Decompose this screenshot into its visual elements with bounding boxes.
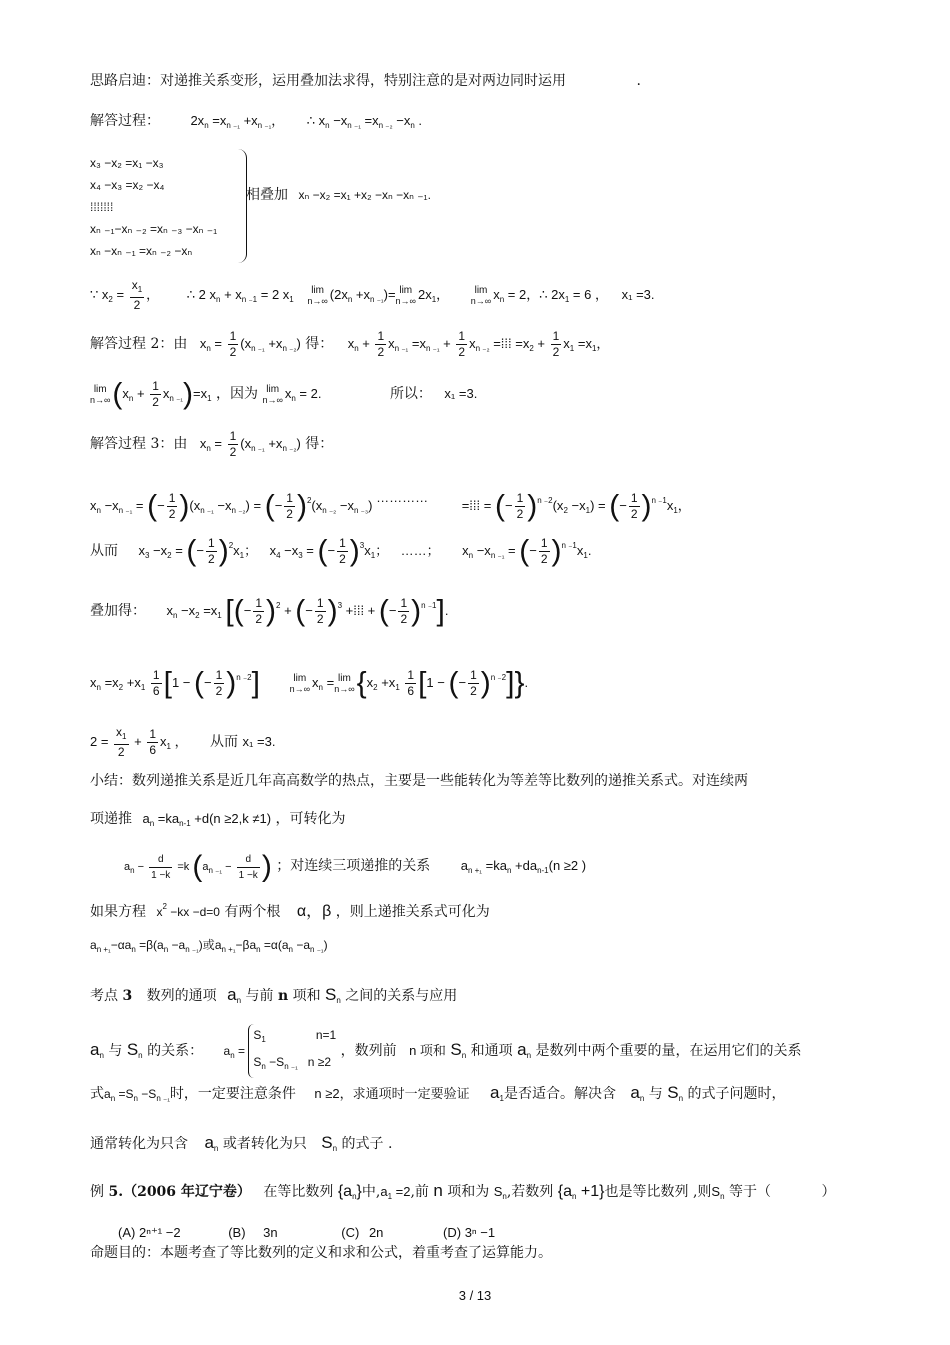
relation-line2-c: n ≥2，求通项时一定要验证 [314,1086,470,1101]
kaodian-label: 考点 [90,988,118,1004]
system-sum [246,186,431,204]
solution3-got: 得： [305,436,334,452]
example-source: （2006 年辽宁卷） [123,1184,251,1200]
solution1-eq2: ∴ $x_n -x_{n _{-1}} =x_{n _{-2}} -x_n$ . [306,113,423,130]
solution3-eq2: 从而 $x_3 -x_2$ = (− $\frac{1}{2}$ )$^2x_1$； $x_4 -x_3$ = (− $\frac{1}{2}$ )$^3x_1$； ……； $x_n -x_{n _{-1}}$ = (− $\frac{1}{2}$ )$^{n _-1}x_1$. [90,534,592,568]
solution3-label: 解答过程 3：由 [90,436,188,452]
relation-line3-c: 的式子 [341,1136,384,1152]
relation-text3: ，数列前 [340,1043,397,1059]
example-text7: 也是等比数列 [604,1184,689,1200]
system-row: ⁞⁞⁞⁞⁞⁞⁞ [90,200,114,214]
solution2-line2: lim n→∞ ($x_n$ + $\frac{1}{2}$ $x_{n _{-1}})=x_1$ ，因为 lim n→∞ $x_n = 2$. 所以： x₁ =3. [90,377,478,411]
summary-line4-label: 如果方程 [90,904,146,920]
system-row: x₄ −x₃ =x₂ −x₄ [90,178,165,192]
intro-line [90,72,641,90]
summary-or: 或 [202,938,215,952]
example-text8: ,则 [692,1184,712,1200]
kaodian-text5: 之间的关系与应用 [345,988,458,1004]
relation-text6: 是数列中两个重要的量，在运用它们的关系 [535,1043,802,1059]
solution3-thus2: 从而 [210,734,239,750]
relation-line2: 式$a_n =S_n -S_{n _{-1}}$时，一定要注意条件 n ≥2，求通项时一定要验证 $a_1$是否适合。解决含 $a_n$ 与 $S_n$ 的式子问题时， [90,1083,786,1103]
example-options [118,1222,495,1244]
relation-line2-a: 式 [90,1086,104,1102]
relation-text4: n 项和 [409,1043,446,1058]
kaodian-text3: n [277,988,289,1004]
solution2-final: x₁ =3. [444,386,478,401]
solution3-thus: 从而 [90,543,118,559]
intro-text: 对递推关系变形，运用叠加法求得，特别注意的是对两边同时运用 [160,73,566,89]
solution3-final-line: 2 = $\frac{x_1}{2}$ + $\frac{1}{6}$ $x_1$ ， 从而 x₁ =3. [90,725,276,760]
solution1-label: 解答过程： [90,113,160,129]
relation-line3-a: 通常转化为只含 [90,1136,188,1152]
solution2-line: 解答过程 2：由 $x_n$ = $\frac{1}{2}$ $(x_{n _{-1}} +x_{n _{-2}})$ 得： $x_n$ + $\frac{1}{2}$ $x_{n _{-1}} =x_{n _{-1}}$ + $\frac{1}{2}$ $x_{n _{-2}}$ =⁞⁞⁞ $=x_2$ + $\frac{1}{2}$ $x_1 =x_1$， [90,329,610,360]
system-row: xₙ −xₙ ₋₁ =xₙ ₋₂ −xₙ [90,244,193,258]
solution1-line [90,112,422,135]
summary-line2-tail: ，可转化为 [275,811,346,827]
relation-line2-e: 与 [648,1086,663,1102]
solution3-ellipsis: …… [400,543,427,558]
kaodian-text1: 数列的通项 [146,988,217,1004]
example-text2: 中, [361,1184,381,1200]
solution3-eq1: $x_n -x_{n _{-1}}$ = (− $\frac{1}{2}$ )$(x_{n _{-1}} -x_{n _{-2}})$ = (− $\frac{1}{2}$ )$^2(x_{n _{-2}} -x_{n _{-3}})$ ………… =⁞⁞⁞ = (− $\frac{1}{2}$ )$^{n _-2}(x_2 -x_1)$ = (− $\frac{1}{2}$ )$^{n _-1}x_1$， [90,489,691,523]
relation-line3: 通常转化为只含 $a_n$ 或者转化为只 $S_n$ 的式子 . [90,1133,393,1153]
example-text10: ） [821,1184,836,1200]
example-num: 5. [108,1184,124,1200]
kaodian-line: 考点 3 数列的通项 $a_n$ 与前 n 项和 $S_n$ 之间的关系与应用 [90,985,458,1005]
system-row: x₃ −x₂ =x₁ −x₃ [90,156,164,170]
example-text6: ,若数列 [506,1184,554,1200]
solution3-line: 解答过程 3：由 $x_n$ = $\frac{1}{2}$ $(x_{n _{-1}} +x_{n _{-2}})$ 得： [90,429,334,460]
summary-line2-label: 项递推 [90,811,132,827]
option-c[interactable]: (C) 2n [341,1225,384,1240]
relation-line1: $a_n$ 与 $S_n$ 的关系： $a_n$ = $S_1$ n=1 $S_n -S_{n _{-1}}$ n ≥2 ，数列前 n 项和 $S_n$ 和通项 $a_n$ 是数列中两个重要的量，在运用它们的关系 [90,1024,801,1078]
relation-cases: $S_1$ n=1 $S_n -S_{n _{-1}}$ n ≥2 [248,1024,336,1078]
relation-text2: 的关系： [147,1043,204,1059]
relation-line2-d: 是否适合。解决含 [503,1086,616,1102]
solution3-final: x₁ =3 [242,734,272,749]
summary-line1: 小结：数列递推关系是近几年高高数学的热点，主要是一些能转化为等差等比数列的递推关系式。对连续两 [90,773,748,789]
page-number: 3 / 13 [458,1288,492,1303]
solution2-so: 所以： [389,386,432,402]
solution1-system [90,152,217,262]
since-symbol: ∵ [90,287,99,302]
kaodian-text4: 项和 [292,988,321,1004]
example-purpose: 命题目的：本题考查了等比数列的定义和求和公式，着重考查了运算能力。 [90,1245,552,1261]
example-text1: 在等比数列 [263,1184,334,1200]
relation-line3-b: 或者转化为只 [222,1136,307,1152]
solution3-sum: 叠加得： $x_n -x_2 =x_1$ [(− $\frac{1}{2}$ )$^2$ + (− $\frac{1}{2}$ )$^3$ +⁞⁞⁞ + (− $\frac{1}{2}$ )$^{n _-1}$]. [90,594,449,628]
solution3-dots: ………… [376,490,429,505]
summary-line4-mid: 有两个根 [224,904,281,920]
summary-line2: 项递推 $a_n =ka_{n-1} +d(n \ge 2,k \ne 1)$ ，可转化为 [90,811,346,828]
example-text9: 等于（ [728,1184,771,1200]
example-text5: 项和为 [447,1184,490,1200]
system-label: 相叠加 [246,187,288,203]
example-line: 例 5.（2006 年辽宁卷） 在等比数列 $\{a_n\}$中$,a_1 =2$,前 n 项和为 $S_n$,若数列 $\{a_n +1\}$也是等比数列 ,则$S_n$ 等于（ ） [90,1181,836,1201]
intro-tail: . [636,73,641,89]
option-a[interactable]: (A) 2ⁿ⁺¹ −2 [118,1225,181,1240]
summary-line3-mid: ；对连续三项递推的关系 [276,858,431,874]
kaodian-num: 3 [122,988,133,1004]
system-brace [238,149,247,263]
solution3-sum-label: 叠加得： [90,603,146,619]
option-b[interactable]: (B) 3n [228,1225,278,1240]
relation-line2-b: 时，一定要注意条件 [169,1086,296,1102]
solution1-eq1: $2x_n =x_{n _{-1}} +x_{n _{-1}}$， [190,113,285,130]
solution1-final: x₁ =3 [621,287,651,302]
relation-text5: 和通项 [470,1043,513,1059]
solution1-since: ∵ $x_2$ = $\frac{x_1}{2}$ ， ∴ 2 $x_n + x_{n _-1} = 2$ $x_1$ lim n→∞ $(2x_n +x_{n _{-1}})= \lim$ n→∞ $2x_1$， lim n→∞ $x_n = 2$，∴ $2x_1 = 6$ ， x₁ =3. [90,278,655,313]
system-row: xₙ ₋₁−xₙ ₋₂ =xₙ ₋₃ −xₙ ₋₁ [90,222,218,236]
relation-line2-f: 的式子问题时， [687,1086,786,1102]
solution2-because: ，因为 [215,386,258,402]
solution2-got: 得： [305,336,334,352]
relation-text1: 与 [108,1043,123,1059]
system-result: xₙ −x₂ =x₁ +x₂ −xₙ −xₙ ₋₁. [298,188,431,202]
example-label: 例 [90,1184,104,1200]
summary-line3: $a_n$ − $\frac{d}{1 -k}$ =k ($a_{n _{-1}}$ − $\frac{d}{1 -k}$ ) ；对连续三项递推的关系 $a_{n +_1} =ka_n +da_{n-1}(n \ge 2$ ) [124,850,587,884]
summary-line4: 如果方程 $x^2 -kx -d=0$ 有两个根 α，β ，则上递推关系式可化为 [90,902,490,920]
solution3-xn: $x_n =x_2 +x_1$ $\frac{1}{6}$ [1 − (− $\frac{1}{2}$ )$^{n _-2}$] lim n→∞ $x_n = \lim$ n→∞ {$x_2 +x_1$ $\frac{1}{6}$ [1 − (− $\frac{1}{2}$ )$^{n _-2}$]}. [90,666,529,700]
example-text4: n [433,1181,443,1200]
relation-line3-d: . [387,1136,393,1152]
intro-label: 思路启迪： [90,73,160,89]
example-text3: ,前 [410,1184,429,1200]
summary-line4-tail: ，则上递推关系式可化为 [335,904,490,920]
summary-line5: $a_{n +_1}-\alpha a_n =\beta(a_n -a_{n _{-1}})$或$a_{n +_1}-\beta a_n =\alpha(a_n -a_{n _{-1}})$ [90,938,328,954]
option-d[interactable]: (D) 3ⁿ −1 [443,1225,496,1240]
solution2-label: 解答过程 2：由 [90,336,188,352]
kaodian-text2: 与前 [245,988,274,1004]
